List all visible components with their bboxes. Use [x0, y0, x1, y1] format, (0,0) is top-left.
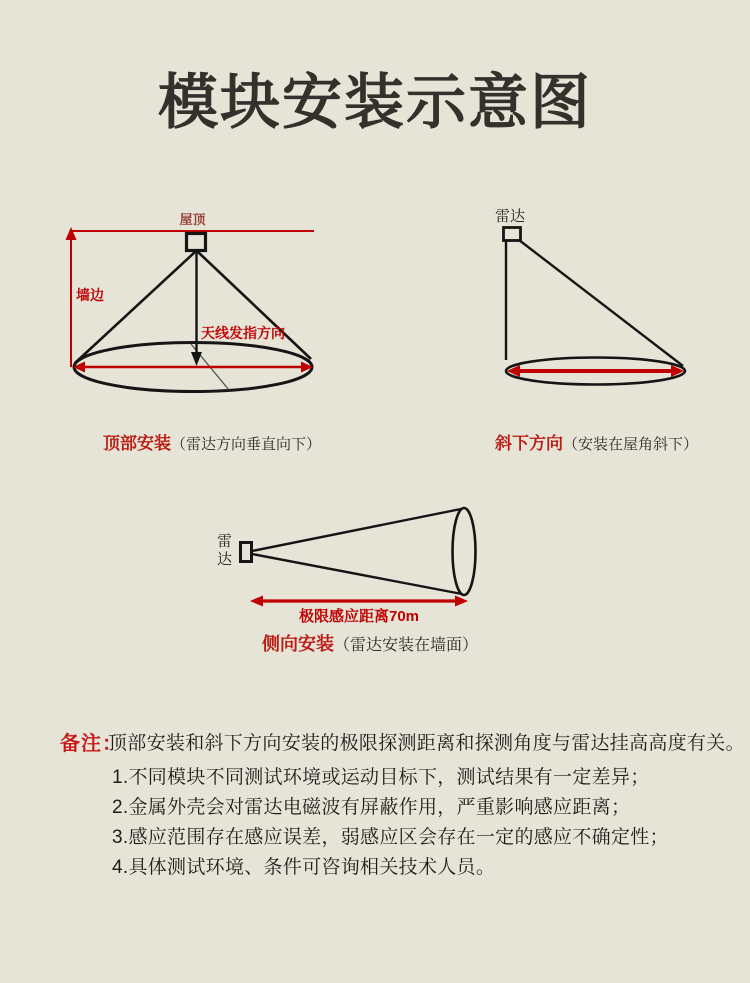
cone-bottom-edge: [252, 554, 462, 594]
top-mount-diagram: [66, 227, 315, 392]
radar-module-square: [187, 234, 206, 251]
wall-label: 墙边: [76, 287, 104, 303]
max-range-label: 极限感应距离70m: [298, 608, 420, 625]
notes-intro: 顶部安装和斜下方向安装的极限探测距离和探测角度与雷达挂高高度有关。: [108, 733, 745, 754]
note-item-4: 4.具体测试环境、条件可咨询相关技术人员。: [112, 857, 496, 878]
note-item-1: 1.不同模块不同测试环境或运动目标下，测试结果有一定差异；: [112, 767, 650, 788]
caption-note: （雷达方向垂直向下）: [171, 436, 322, 453]
down-arrowhead-icon: [191, 352, 202, 366]
cone-top-edge: [252, 509, 461, 551]
note-item-3: 3.感应范围存在感应误差，弱感应区会存在一定的感应不确定性；: [112, 827, 669, 848]
page-title: 模块安装示意图: [158, 69, 592, 136]
caption-title: 顶部安装: [103, 434, 171, 453]
up-arrowhead-icon: [66, 227, 77, 240]
cone-hypotenuse-edge: [519, 240, 683, 366]
caption-note: （雷达安装在墙面）: [333, 637, 478, 654]
side-mount-caption: [240, 630, 500, 656]
radar-label: 雷达: [495, 208, 526, 225]
radar-label-line2: 达: [217, 551, 233, 568]
radar-label-line1: 雷: [217, 533, 233, 550]
roof-label: 屋顶: [179, 212, 206, 227]
caption-title: 斜下方向: [495, 434, 563, 453]
caption-note: （安装在屋角斜下）: [563, 436, 699, 453]
tilt-mount-diagram: [504, 228, 686, 385]
antenna-direction-label: 天线发指方向: [201, 325, 285, 341]
caption-title: 侧向安装: [261, 634, 334, 654]
coverage-ellipse: [453, 508, 476, 595]
side-mount-diagram: [241, 508, 476, 607]
tilt-mount-caption: [495, 429, 698, 454]
top-mount-caption: [103, 429, 321, 454]
radar-module-square: [241, 543, 252, 562]
notes-label: 备注：: [60, 733, 123, 755]
radar-module-square: [504, 228, 521, 241]
note-item-2: 2.金属外壳会对雷达电磁波有屏蔽作用，严重影响感应距离；: [112, 797, 631, 818]
radar-label: [217, 533, 232, 569]
